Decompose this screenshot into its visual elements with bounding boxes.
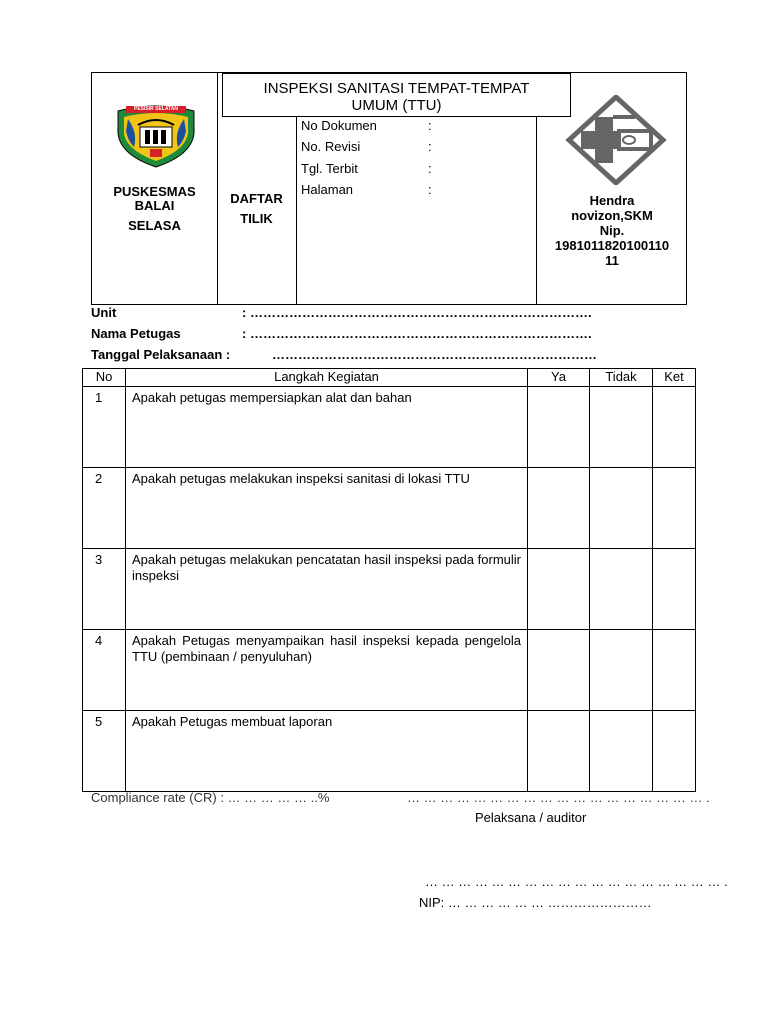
- row-ya-cell[interactable]: [528, 711, 590, 792]
- org-line: PUSKESMAS: [113, 184, 196, 199]
- title-line: UMUM (TTU): [351, 97, 442, 114]
- doc-type-line: TILIK: [240, 211, 273, 226]
- column-header-ket: Ket: [653, 369, 696, 387]
- signer-nip: 11: [605, 253, 619, 268]
- table-row: [83, 387, 696, 468]
- auditor-role: Pelaksana / auditor: [475, 810, 587, 825]
- table-row: [83, 468, 696, 549]
- organization-name: [92, 185, 217, 233]
- doc-type-line: DAFTAR: [230, 191, 283, 206]
- row-number: 2: [83, 468, 126, 549]
- meta-label-halaman: Halaman: [301, 182, 354, 197]
- row-ket-cell[interactable]: [653, 711, 696, 792]
- column-header-no: No: [83, 369, 126, 387]
- meta-label-no-revisi: No. Revisi: [301, 139, 361, 154]
- column-header-ya: Ya: [528, 369, 590, 387]
- row-number: 3: [83, 549, 126, 630]
- unit-label: Unit: [91, 305, 117, 320]
- document-header: [91, 72, 687, 305]
- unit-field[interactable]: : …………………………………………………………………….: [242, 305, 592, 320]
- org-line: BALAI: [134, 198, 175, 213]
- tanggal-label: Tanggal Pelaksanaan :: [91, 347, 231, 362]
- meta-colon: :: [428, 118, 432, 133]
- header-divider: [296, 117, 297, 304]
- table-row: [83, 630, 696, 711]
- pesisir-selatan-logo: [114, 103, 198, 169]
- org-line: SELASA: [128, 218, 181, 233]
- row-number: 5: [83, 711, 126, 792]
- signer-block: [536, 193, 688, 268]
- signer-name: Hendra: [589, 193, 635, 208]
- health-logo: [565, 95, 667, 185]
- compliance-dots: … … … … … … … … … … … … … … … … … … .: [407, 790, 710, 805]
- row-step: Apakah petugas melakukan inspeksi sanitasi di lokasi TTU: [126, 468, 528, 549]
- row-ya-cell[interactable]: [528, 630, 590, 711]
- column-header-langkah: Langkah Kegiatan: [126, 369, 528, 387]
- title-line: INSPEKSI SANITASI TEMPAT-TEMPAT: [263, 80, 530, 97]
- row-tidak-cell[interactable]: [590, 549, 653, 630]
- row-number: 4: [83, 630, 126, 711]
- signer-nip-label: Nip.: [599, 223, 625, 238]
- meta-colon: :: [428, 161, 432, 176]
- document-title: [222, 73, 571, 117]
- column-header-tidak: Tidak: [590, 369, 653, 387]
- row-ya-cell[interactable]: [528, 387, 590, 468]
- row-step: Apakah Petugas menyampaikan hasil inspeksi kepada pengelola TTU (pembinaan / penyuluhan): [126, 630, 528, 711]
- row-step: Apakah Petugas membuat laporan: [126, 711, 528, 792]
- meta-colon: :: [428, 139, 432, 154]
- row-ya-cell[interactable]: [528, 468, 590, 549]
- row-step: Apakah petugas mempersiapkan alat dan bahan: [126, 387, 528, 468]
- row-number: 1: [83, 387, 126, 468]
- table-header-row: [83, 369, 696, 387]
- row-ya-cell[interactable]: [528, 549, 590, 630]
- compliance-rate[interactable]: Compliance rate (CR) : … … … … … ..%: [91, 790, 330, 805]
- row-ket-cell[interactable]: [653, 549, 696, 630]
- row-tidak-cell[interactable]: [590, 387, 653, 468]
- row-tidak-cell[interactable]: [590, 711, 653, 792]
- row-ket-cell[interactable]: [653, 468, 696, 549]
- row-ket-cell[interactable]: [653, 387, 696, 468]
- row-ket-cell[interactable]: [653, 630, 696, 711]
- row-tidak-cell[interactable]: [590, 468, 653, 549]
- auditor-nip[interactable]: NIP: … … … … … … ……………………: [419, 895, 652, 910]
- checklist-table: [82, 368, 696, 792]
- meta-label-no-dokumen: No Dokumen: [301, 118, 377, 133]
- row-step: Apakah petugas melakukan pencatatan hasil inspeksi pada formulir inspeksi: [126, 549, 528, 630]
- meta-label-tgl-terbit: Tgl. Terbit: [301, 161, 358, 176]
- tanggal-field[interactable]: …………………………………………………………………: [272, 347, 597, 362]
- table-row: [83, 711, 696, 792]
- table-row: [83, 549, 696, 630]
- document-type: [217, 189, 296, 229]
- row-tidak-cell[interactable]: [590, 630, 653, 711]
- signer-name: novizon,SKM: [571, 208, 653, 223]
- petugas-field[interactable]: : …………………………………………………………………….: [242, 326, 592, 341]
- meta-colon: :: [428, 182, 432, 197]
- signer-nip: 1981011820100110: [554, 238, 670, 253]
- petugas-label: Nama Petugas: [91, 326, 181, 341]
- logo-text: PESISIR SELATAN: [134, 106, 178, 112]
- signature-line[interactable]: … … … … … … … … … … … … … … … … … … .: [425, 874, 728, 889]
